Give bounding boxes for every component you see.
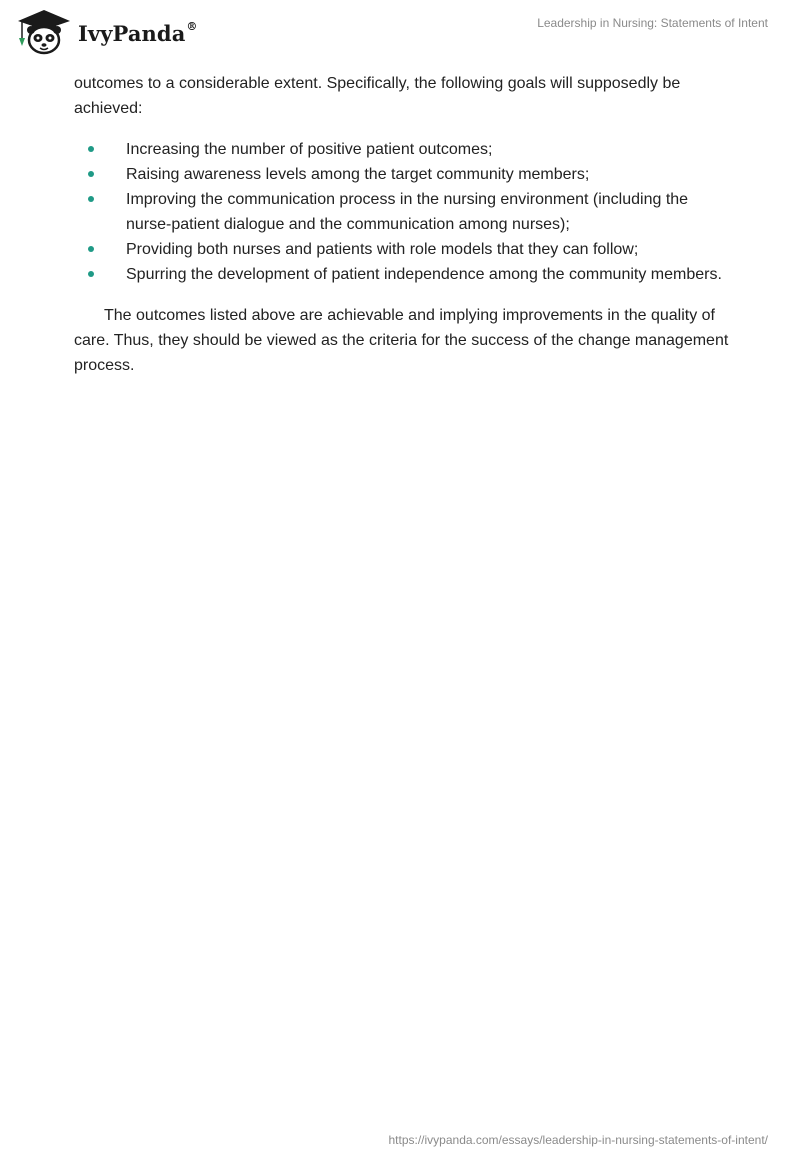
goals-list — [74, 137, 734, 287]
logo-text: IvyPanda® — [78, 19, 198, 46]
page-header — [0, 0, 800, 64]
list-item: Increasing the number of positive patient outcomes; — [74, 137, 734, 162]
document-title: Leadership in Nursing: Statements of Intent — [537, 16, 768, 30]
list-item: Providing both nurses and patients with role models that they can follow; — [74, 237, 734, 262]
intro-paragraph: outcomes to a considerable extent. Specifically, the following goals will supposedly be achieved: — [74, 75, 681, 117]
ivypanda-logo[interactable] — [16, 8, 198, 56]
bullet-icon — [88, 196, 94, 202]
list-item: Raising awareness levels among the target community members; — [74, 162, 734, 187]
closing-paragraph: The outcomes listed above are achievable and implying improvements in the quality of care. Thus, they should be viewed as the criteria for the success of the change management process. — [74, 307, 729, 374]
bullet-icon — [88, 271, 94, 277]
bullet-icon — [88, 146, 94, 152]
list-item: Spurring the development of patient independence among the community members. — [74, 262, 734, 287]
panda-graduate-icon — [16, 8, 72, 56]
bullet-icon — [88, 171, 94, 177]
source-url-link[interactable]: https://ivypanda.com/essays/leadership-in-nursing-statements-of-intent/ — [388, 1133, 768, 1147]
registered-mark: ® — [186, 19, 198, 33]
list-item: Improving the communication process in the nursing environment (including the nurse-patient dialogue and the communication among nurses); — [74, 187, 734, 237]
bullet-icon — [88, 246, 94, 252]
essay-content — [74, 71, 734, 378]
